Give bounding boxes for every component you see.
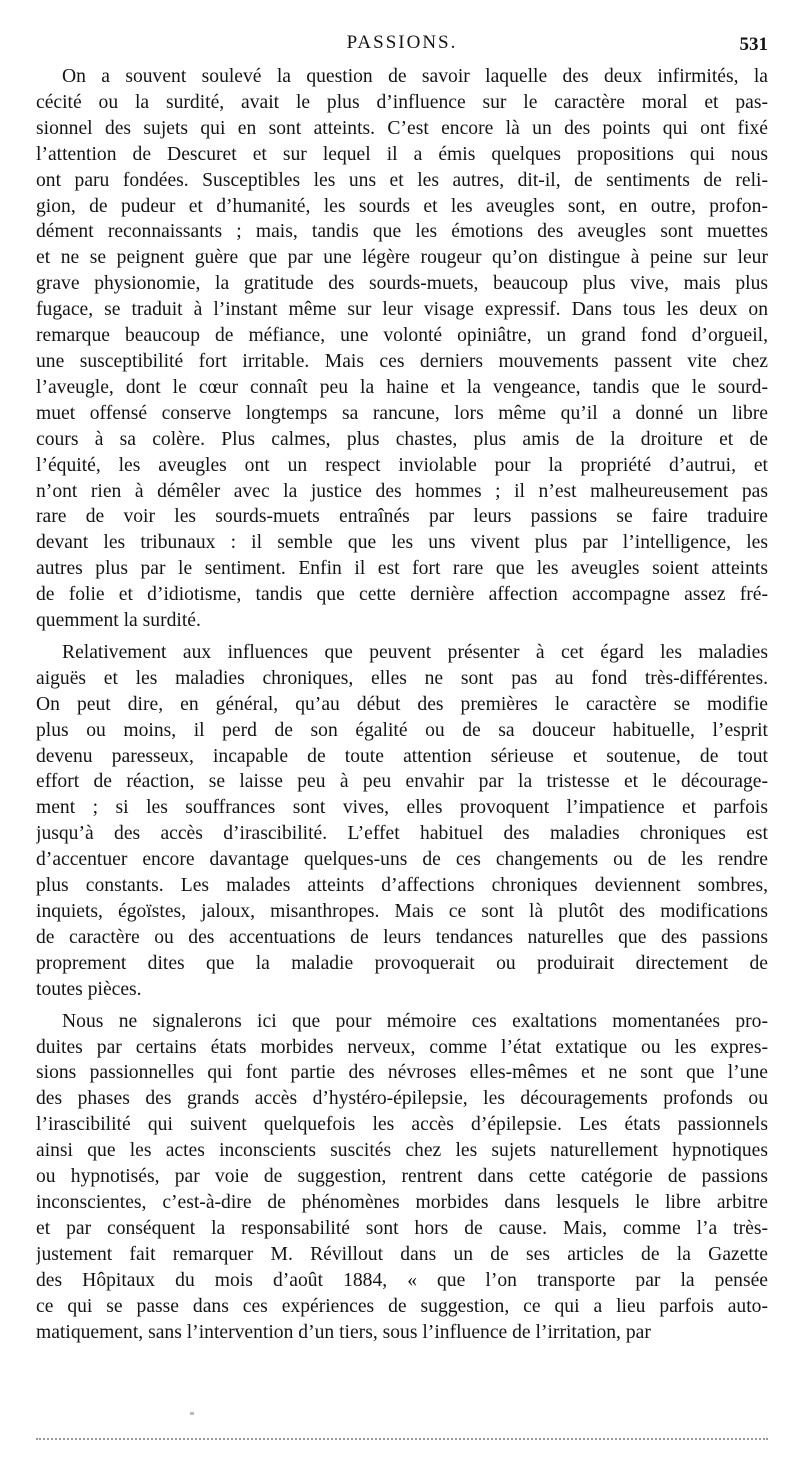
text-line: l’aveugle, dont le cœur connaît peu la haine et la vengeance, tandis que le sourd- xyxy=(36,376,768,398)
running-header xyxy=(36,28,768,58)
paragraph-diseases xyxy=(36,640,768,1003)
text-line: ment ; si les souffrances sont vives, elles provoquent l’impatience et parfois xyxy=(36,797,768,819)
text-line: effort de réaction, se laisse peu à peu envahir par la tristesse et le décourage- xyxy=(36,771,768,793)
text-line: devant les tribunaux : il semble que les uns vivent plus par l’intelligence, les xyxy=(36,532,768,554)
text-line: ainsi que les actes inconscients suscités chez les sujets naturellement hypnotiques xyxy=(36,1140,768,1162)
page-number: 531 xyxy=(739,34,768,55)
text-line: et par conséquent la responsabilité sont hors de cause. Mais, comme l’a très- xyxy=(36,1217,768,1239)
text-line: sions passionnelles qui font partie des névroses elles-mêmes et ne sont que l’une xyxy=(36,1062,768,1084)
running-title: PASSIONS. xyxy=(346,32,458,53)
text-line: Relativement aux influences que peuvent présenter à cet égard les maladies xyxy=(62,641,768,663)
text-line: dément reconnaissants ; mais, tandis que les émotions des aveugles sont muettes xyxy=(36,221,768,243)
text-line: ce qui se passe dans ces expériences de suggestion, ce qui a lieu parfois auto- xyxy=(36,1295,768,1317)
text-line: muet offensé conserve longtemps sa rancune, lors même qu’il a donné un libre xyxy=(36,402,768,424)
text-line: rare de voir les sourds-muets entraînés par leurs passions se faire traduire xyxy=(36,506,768,528)
text-line: sionnel des sujets qui en sont atteints. C’est encore là un des points qui ont fixé xyxy=(36,117,768,139)
text-line: ont paru fondées. Susceptibles les uns et les autres, dit-il, de sentiments de reli- xyxy=(36,169,768,191)
text-line: cours à sa colère. Plus calmes, plus chastes, plus amis de la droiture et de xyxy=(36,428,768,450)
paragraph-blindness-deafness xyxy=(36,64,768,634)
text-line: l’irascibilité qui suivent quelquefois les accès d’épilepsie. Les états passionnels xyxy=(36,1114,768,1136)
text-line: devenu paresseux, incapable de toute attention sérieuse et soutenue, de tout xyxy=(36,745,768,767)
text-line: une susceptibilité fort irritable. Mais ces derniers mouvements passent vite chez xyxy=(36,350,768,372)
text-line: de caractère ou des accentuations de leurs tendances naturelles que des passions xyxy=(36,926,768,948)
text-line: plus constants. Les malades atteints d’affections chroniques deviennent sombres, xyxy=(36,875,768,897)
text-line: de folie et d’idiotisme, tandis que cette dernière affection accompagne assez fré- xyxy=(36,584,768,606)
text-line: cécité ou la surdité, avait le plus d’influence sur le caractère moral et pas- xyxy=(36,91,768,113)
text-line: gion, de pudeur et d’humanité, les sourds et les aveugles sont, en outre, profon- xyxy=(36,195,768,217)
text-line: autres plus par le sentiment. Enfin il est fort rare que les aveugles soient atteints xyxy=(36,558,768,580)
text-line: proprement dites que la maladie provoquerait ou produirait directement de xyxy=(36,952,768,974)
text-line: des phases des grands accès d’hystéro-épilepsie, les découragements profonds ou xyxy=(36,1088,768,1110)
text-line: toutes pièces. xyxy=(36,978,142,1000)
text-line: fugace, se traduit à l’instant même sur leur visage expressif. Dans tous les deux on xyxy=(36,299,768,321)
text-line: remarque beaucoup de méfiance, une volonté opiniâtre, un grand fond d’orgueil, xyxy=(36,325,768,347)
text-line: Nous ne signalerons ici que pour mémoire ces exaltations momentanées pro- xyxy=(62,1010,768,1032)
text-line: et ne se peignent guère que par une légère rougeur qu’on distingue à peine sur leur xyxy=(36,247,768,269)
text-line: jusqu’à des accès d’irascibilité. L’effet habituel des maladies chroniques est xyxy=(36,823,768,845)
body-text xyxy=(36,64,768,1351)
text-line: inconscientes, c’est-à-dire de phénomènes morbides dans lesquels le libre arbitre xyxy=(36,1191,768,1213)
text-line: l’équité, les aveugles ont un respect inviolable pour la propriété d’autrui, et xyxy=(36,454,768,476)
paragraph-nervous-states xyxy=(36,1009,768,1346)
text-line: matiquement, sans l’intervention d’un tiers, sous l’influence de l’irritation, par xyxy=(36,1321,651,1343)
text-line: grave physionomie, la gratitude des sourds-muets, beaucoup plus vive, mais plus xyxy=(36,273,768,295)
text-line: d’accentuer encore davantage quelques-uns de ces changements ou de les rendre xyxy=(36,849,768,871)
text-line: des Hôpitaux du mois d’août 1884, « que l’on transporte par la pensée xyxy=(36,1269,768,1291)
text-line: On peut dire, en général, qu’au début des premières le caractère se modifie xyxy=(36,693,768,715)
text-line: quemment la surdité. xyxy=(36,610,201,632)
text-line: duites par certains états morbides nerveux, comme l’état extatique ou les expres- xyxy=(36,1036,768,1058)
text-line: ou hypnotisés, par voie de suggestion, rentrent dans cette catégorie de passions xyxy=(36,1166,768,1188)
text-line: n’ont rien à démêler avec la justice des hommes ; il n’est malheureusement pas xyxy=(36,480,768,502)
footer-rule xyxy=(36,1438,768,1444)
text-line: On a souvent soulevé la question de savoir laquelle des deux infirmités, la xyxy=(62,66,768,87)
print-speck xyxy=(190,1412,194,1415)
text-line: aiguës et les maladies chroniques, elles ne sont pas au fond très-différentes. xyxy=(36,667,768,689)
text-line: plus ou moins, il perd de son égalité ou de sa douceur habituelle, l’esprit xyxy=(36,719,768,741)
text-line: inquiets, égoïstes, jaloux, misanthropes. Mais ce sont là plutôt des modifications xyxy=(36,901,768,922)
text-line: l’attention de Descuret et sur lequel il a émis quelques propositions qui nous xyxy=(36,143,768,165)
text-line: justement fait remarquer M. Révillout dans un de ses articles de la Gazette xyxy=(36,1243,768,1265)
